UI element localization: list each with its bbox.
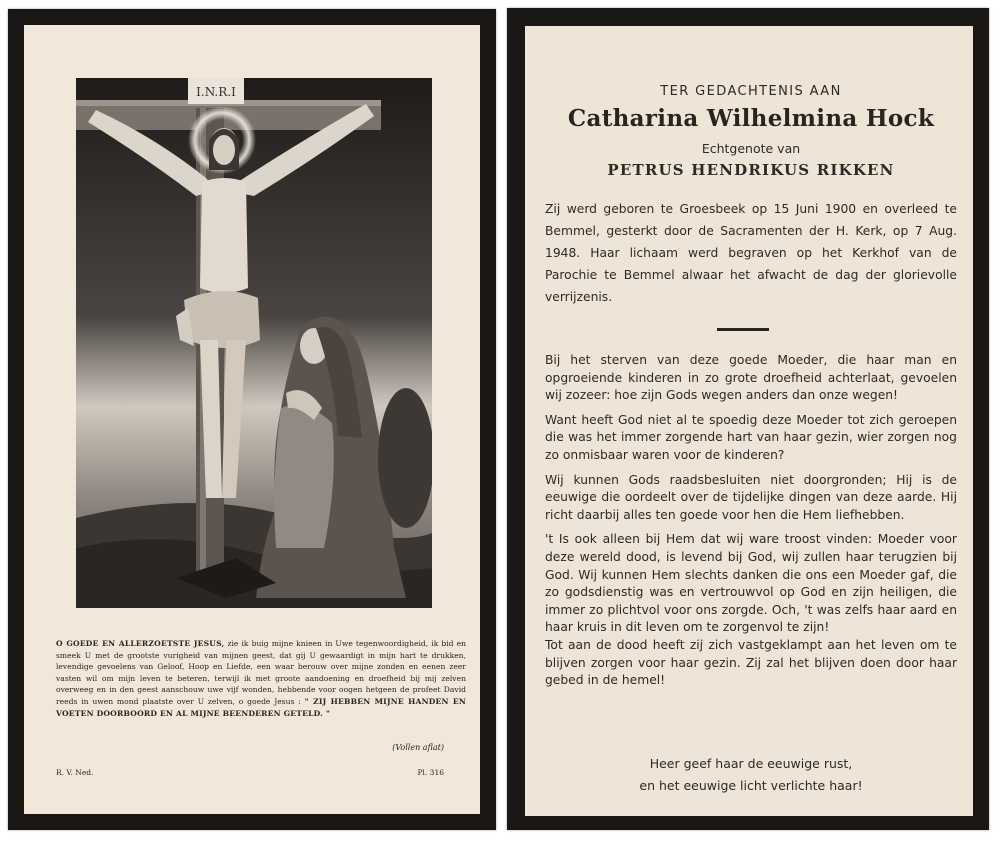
memorial-paragraph: Tot aan de dood heeft zij zich vastgeklampt aan het leven om te blijven zorgen voor haar gezin. Zij zal het blijven doen door haar gebed in de hemel! [545, 637, 957, 688]
prayer-opening: O GOEDE EN ALLERZOETSTE JESUS, [56, 639, 225, 648]
memory-heading: TER GEDACHTENIS AAN [660, 84, 842, 99]
memorial-paragraph: Bij het sterven van deze goede Moeder, die haar man en opgroeiende kinderen in zo grote droefheid achterlaat, gevoelen wij zozeer: hoe zijn Gods wegen anders dan onze wegen! [545, 353, 957, 403]
plate-number: Pl. 316 [417, 768, 444, 777]
prayer-closing: " ZIJ HEBBEN MIJNE HANDEN EN VOETEN DOORBOORD EN AL MIJNE BEENDEREN GETELD. " [56, 696, 467, 718]
inri-inscription: I.N.R.I [196, 85, 236, 99]
closing-line: Heer geef haar de eeuwige rust, [649, 756, 853, 771]
memorial-paragraph: Wij kunnen Gods raadsbesluiten niet doorgronden; Hij is de eeuwige die oordeelt over de tijdelijke dingen van deze aarde. Hij richt daarbij alles ten goede voor hen die Hem liefhebben. [545, 472, 957, 522]
indulgence-note: (Vollen aflat) [392, 743, 444, 752]
memorial-paragraph: 't Is ook alleen bij Hem dat wij ware troost vinden: Moeder voor deze wereld dood, is levend bij God, wij zullen haar terugzien bij God. Wij kunnen Hem slechts danken die ons een Moeder gaf, die zo godsdienstig was en vertrouwvol op God en zijn heiligen, die immer zo plichtvol voor ons zorgde. Och, 't was zelfs haar aard en haar kruis in dit leven om te zorgenvol te zijn! [545, 532, 957, 635]
crucifixion-image [76, 78, 432, 608]
closing-prayer [545, 753, 957, 797]
biography: Zij werd geboren te Groesbeek op 15 Juni 1900 en overleed te Bemmel, gesterkt door de Sacramenten der H. Kerk, op 7 Aug. 1948. Haar lichaam werd begraven op het Kerkhof van de Parochie te Bemmel alwaar het afwacht de dag der glorievolle verrijzenis. [545, 202, 957, 304]
divider-rule [717, 328, 769, 331]
memorial-paragraph: Want heeft God niet al te spoedig deze Moeder tot zich geroepen die was het immer zorgende hart van haar gezin, wier zorgen nog zo onmisbaar waren voor de kinderen? [545, 412, 957, 462]
closing-line: en het eeuwige licht verlichte haar! [639, 778, 863, 793]
card-paper [525, 26, 973, 816]
prayer-body: zie ik buig mijne knieen in Uwe tegenwoordigheid, ik bid en smeek U met de grootste vurigheid van mijnen geest, dat gij U gewaardigt in mijn hart te drukken, levendige gevoelens van Geloof, Hoop en Liefde, een waar berouw over mijne zonden en eenen zeer vasten wil om mijn leven te beteren, terwijl ik met groote aandoening en droefheid bij mij zelven overweeg en in den geest aanschouw uwe vijf wonden, hebbende voor oogen hetgeen de profeet David reeds in uwen mond plaatste over U zelven, o goede Jesus : [56, 639, 466, 706]
deceased-name: Catharina Wilhelmina Hock [567, 105, 935, 132]
spouse-name: PETRUS HENDRIKUS RIKKEN [607, 161, 895, 179]
prayer-text [56, 638, 466, 719]
memorial-card-back [507, 8, 989, 830]
prayer-card-front [8, 9, 496, 830]
card-paper [24, 25, 480, 814]
memorial-text [545, 352, 957, 697]
spouse-label: Echtgenote van [701, 141, 801, 156]
publisher-mark: R. V. Ned. [56, 768, 94, 777]
